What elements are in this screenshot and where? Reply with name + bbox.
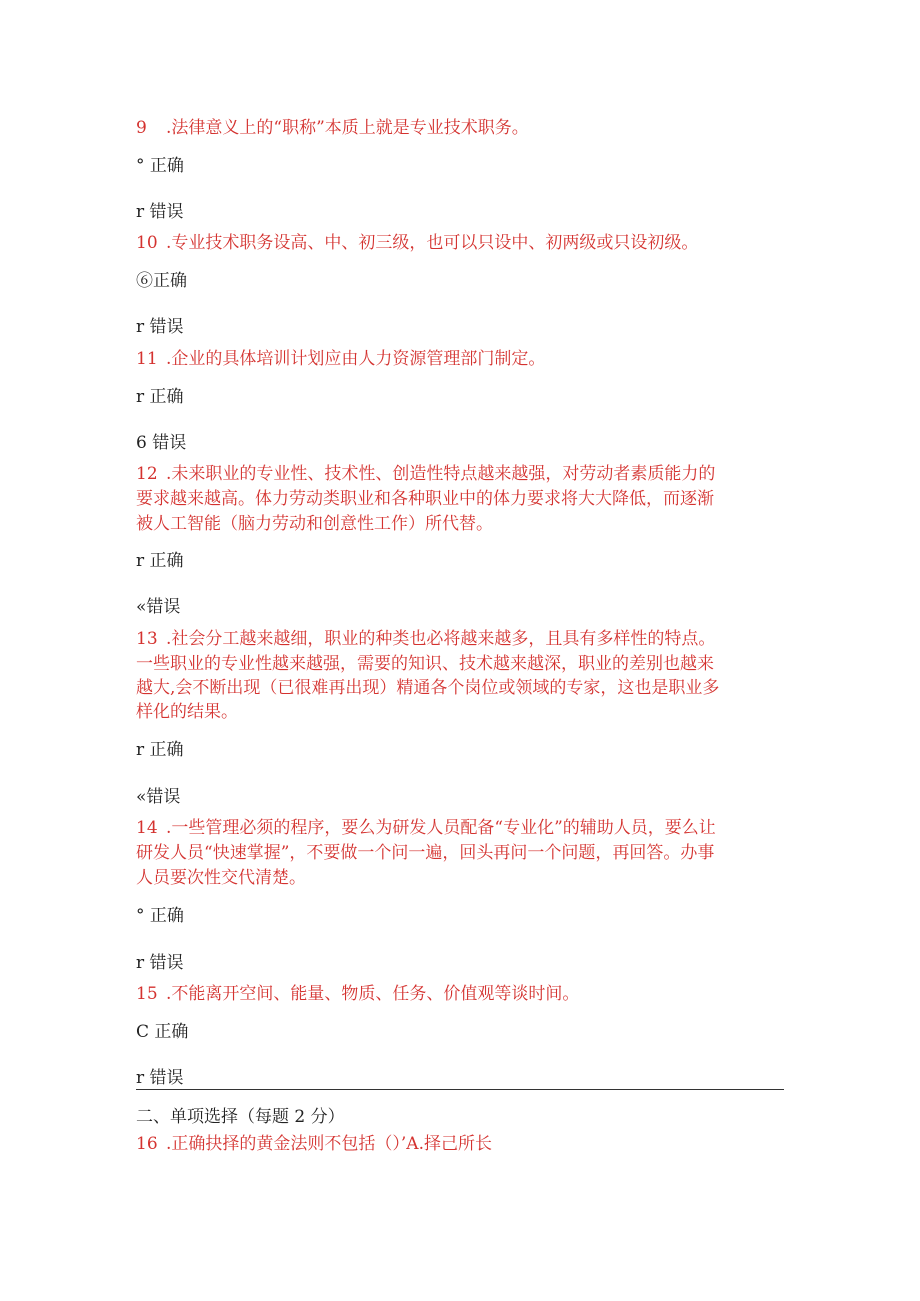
question-11: 11 .企业的具体培训计划应由人力资源管理部门制定。: [136, 349, 546, 369]
q11-option-correct[interactable]: r 正确: [136, 387, 184, 407]
q13-option-correct[interactable]: r 正确: [136, 740, 184, 760]
question-12-line-2: 要求越来越高。体力劳动类职业和各种职业中的体力要求将大大降低，而逐渐: [136, 489, 714, 509]
question-14-line-3: 人员要次性交代清楚。: [136, 868, 306, 888]
q12-option-correct[interactable]: r 正确: [136, 551, 184, 571]
question-14: 14 .一些管理必须的程序，要么为研发人员配备“专业化”的辅助人员，要么让: [136, 818, 716, 838]
q10-option-correct[interactable]: ⑥正确: [136, 271, 187, 291]
question-13-line-3: 越大,会不断出现（已很难再出现）精通各个岗位或领域的专家，这也是职业多: [136, 678, 720, 698]
question-12: 12 .未来职业的专业性、技术性、创造性特点越来越强，对劳动者素质能力的: [136, 464, 716, 484]
question-10: 10 .专业技术职务设高、中、初三级，也可以只设中、初两级或只设初级。: [136, 233, 699, 253]
question-16: 16 .正确抉择的黄金法则不包括（）’A.择己所长: [136, 1134, 492, 1154]
q9-option-wrong[interactable]: r 错误: [136, 202, 184, 222]
q14-option-correct[interactable]: ° 正确: [136, 906, 184, 926]
q10-option-wrong[interactable]: r 错误: [136, 317, 184, 337]
question-13: 13 .社会分工越来越细，职业的种类也必将越来越多，且具有多样性的特点。: [136, 629, 716, 649]
question-14-line-2: 研发人员“快速掌握”，不要做一个问一遍，回头再问一个问题，再回答。办事: [136, 843, 715, 863]
section-divider: [136, 1089, 784, 1090]
question-13-line-4: 样化的结果。: [136, 702, 238, 722]
q14-option-wrong[interactable]: r 错误: [136, 953, 184, 973]
question-15: 15 .不能离开空间、能量、物质、任务、价值观等谈时间。: [136, 984, 580, 1004]
q15-option-wrong[interactable]: r 错误: [136, 1068, 184, 1088]
question-9: 9 .法律意义上的“职称”本质上就是专业技术职务。: [136, 118, 529, 138]
q11-option-wrong[interactable]: 6 错误: [136, 433, 187, 453]
question-13-line-2: 一些职业的专业性越来越强，需要的知识、技术越来越深，职业的差别也越来: [136, 654, 714, 674]
q12-option-wrong[interactable]: «错误: [136, 597, 181, 617]
q13-option-wrong[interactable]: «错误: [136, 787, 181, 807]
q9-option-correct[interactable]: ° 正确: [136, 156, 184, 176]
q15-option-correct[interactable]: C 正确: [136, 1022, 189, 1042]
question-12-line-3: 被人工智能（脑力劳动和创意性工作）所代替。: [136, 514, 493, 534]
section-2-title: 二、单项选择（每题 2 分）: [136, 1107, 345, 1127]
